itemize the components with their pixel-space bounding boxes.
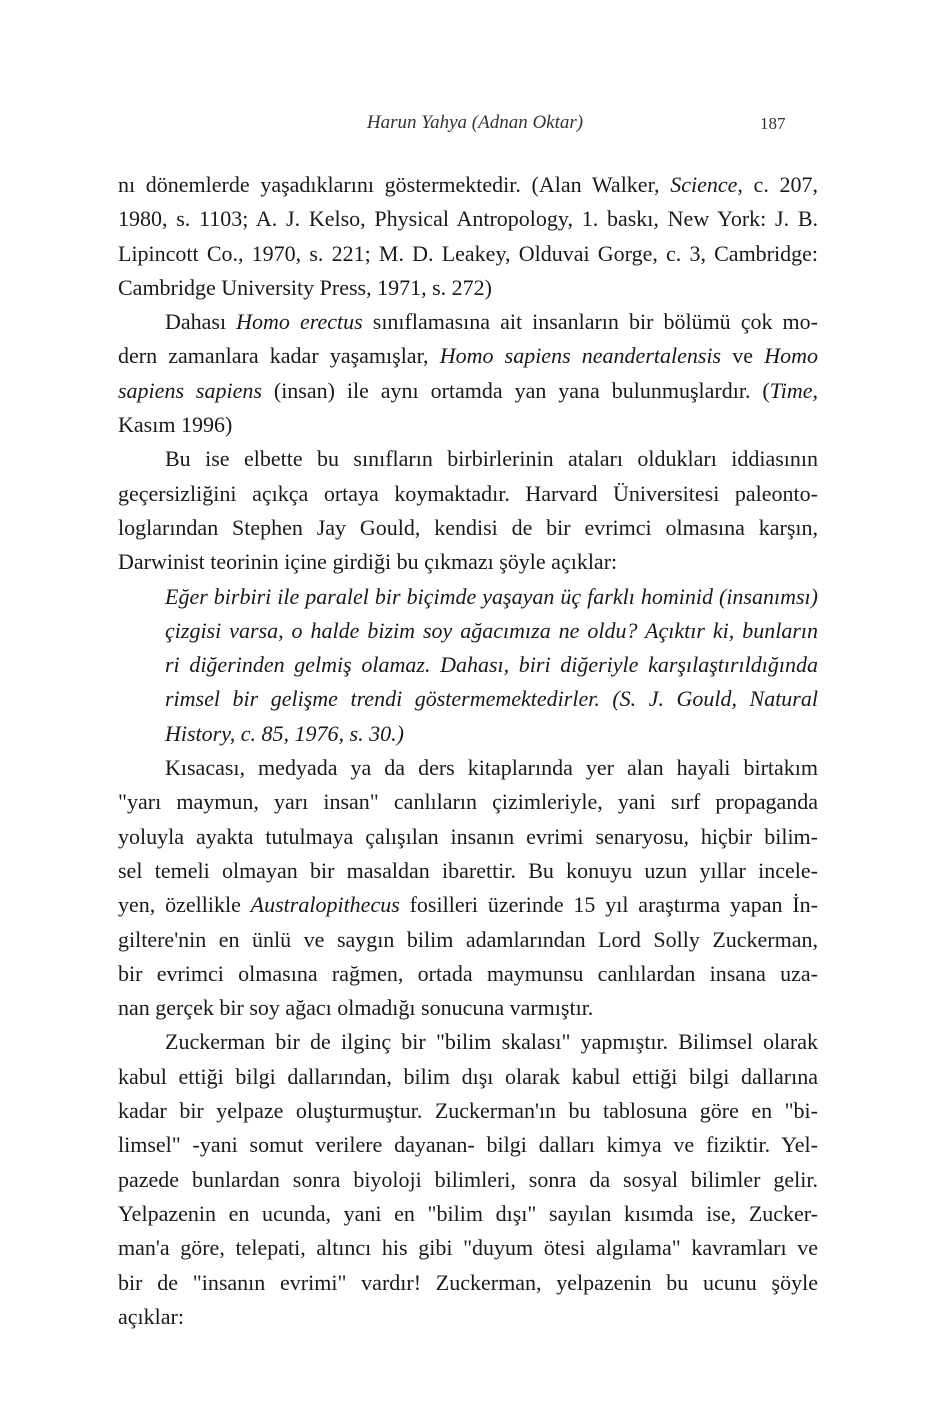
text-line: giltere'nin en ünlü ve saygın bilim adamlarından Lord Solly Zuckerman, — [118, 926, 818, 952]
paragraph-gould-intro — [118, 442, 818, 579]
text-line: loglarından Stephen Jay Gould, kendisi de bir evrimci olmasına karşın, — [118, 514, 818, 540]
text-line: Darwinist teorinin içine girdiği bu çıkmazı şöyle açıklar: — [118, 549, 618, 575]
text-line: Bu ise elbette bu sınıfların birbirlerinin ataları oldukları iddiasının — [165, 446, 818, 472]
text-line: sapiens sapiens (insan) ile aynı ortamda yan yana bulunmuşlardır. (Time, — [118, 377, 818, 403]
quote-line: rimsel bir gelişme trendi göstermemektedirler. (S. J. Gould, Natural — [165, 686, 818, 712]
paragraph-kisacasi — [118, 751, 818, 1025]
text-line: nan gerçek bir soy ağacı olmadığı sonucuna varmıştır. — [118, 995, 594, 1021]
text-line: bir evrimci olmasına rağmen, ortada maymunsu canlılardan insana uza- — [118, 960, 818, 986]
text-line: limsel" -yani somut verilere dayanan- bilgi dalları kimya ve fiziktir. Yel- — [118, 1132, 818, 1158]
text-line: Kısacası, medyada ya da ders kitaplarında yer alan hayali birtakım — [165, 755, 818, 781]
page-header — [0, 112, 950, 142]
text-line: yoluyla ayakta tutulmaya çalışılan insanın evrimi senaryosu, hiçbir bilim- — [118, 823, 818, 849]
quote-line: çizgisi varsa, o halde bizim soy ağacımıza ne oldu? Açıktır ki, bunların — [165, 617, 818, 643]
text-line: kabul ettiği bilgi dallarından, bilim dışı olarak kabul ettiği bilgi dallarına — [118, 1063, 818, 1089]
text-line: Yelpazenin en ucunda, yani en "bilim dışı" sayılan kısımda ise, Zucker- — [118, 1200, 818, 1226]
text-line: nı dönemlerde yaşadıklarını göstermektedir. (Alan Walker, Science, c. 207, — [118, 172, 818, 197]
paragraph-zuckerman-scale — [118, 1025, 818, 1334]
text-line: "yarı maymun, yarı insan" canlıların çizimleriyle, yani sırf propaganda — [118, 789, 818, 815]
text-line: dern zamanlara kadar yaşamışlar, Homo sapiens neandertalensis ve Homo — [118, 343, 818, 369]
text-line: sel temeli olmayan bir masaldan ibarettir. Bu konuyu uzun yıllar incele- — [118, 857, 818, 883]
paragraph-citation-continued — [118, 168, 818, 305]
text-line: geçersizliğini açıkça ortaya koymaktadır. Harvard Üniversitesi paleonto- — [118, 480, 818, 506]
quote-line: History, c. 85, 1976, s. 30.) — [165, 720, 404, 746]
text-line: 1980, s. 1103; A. J. Kelso, Physical Antropology, 1. baskı, New York: J. B. — [118, 206, 818, 232]
text-line: Lipincott Co., 1970, s. 221; M. D. Leakey, Olduvai Gorge, c. 3, Cambridge: — [118, 240, 818, 266]
text-line: Cambridge University Press, 1971, s. 272) — [118, 274, 492, 300]
text-line: man'a göre, telepati, altıncı his gibi "duyum ötesi algılama" kavramları ve — [118, 1235, 818, 1261]
running-title: Harun Yahya (Adnan Oktar) — [366, 112, 584, 133]
quote-line: ri diğerinden gelmiş olamaz. Dahası, biri diğeriyle karşılaştırıldığında — [165, 652, 818, 678]
text-line: açıklar: — [118, 1303, 184, 1329]
text-line: yen, özellikle Australopithecus fosilleri üzerinde 15 yıl araştırma yapan İn- — [118, 892, 818, 918]
quote-line: Eğer birbiri ile paralel bir biçimde yaşayan üç farklı hominid (insanımsı) — [165, 583, 818, 609]
text-line: kadar bir yelpaze oluşturmuştur. Zuckerman'ın bu tablosuna göre en "bi- — [118, 1098, 818, 1124]
text-line: Zuckerman bir de ilginç bir "bilim skalası" yapmıştır. Bilimsel olarak — [165, 1029, 818, 1055]
text-line: Dahası Homo erectus sınıflamasına ait insanların bir bölümü çok mo- — [165, 309, 818, 335]
text-line: pazede bunlardan sonra biyoloji bilimleri, sonra da sosyal bilimler gelir. — [118, 1166, 818, 1192]
paragraph-homo-erectus — [118, 305, 818, 442]
text-line: bir de "insanın evrimi" vardır! Zuckerman, yelpazenin bu ucunu şöyle — [118, 1269, 818, 1295]
page-number: 187 — [760, 114, 786, 133]
body-text — [118, 168, 818, 1334]
block-quote-gould — [118, 580, 818, 751]
text-line: Kasım 1996) — [118, 412, 233, 438]
